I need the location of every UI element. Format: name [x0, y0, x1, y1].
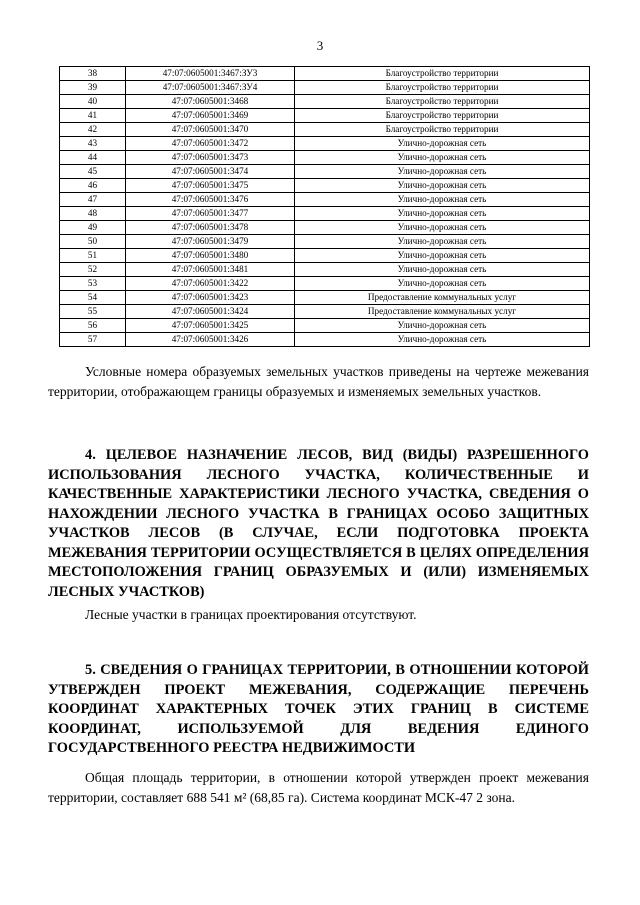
row-number-cell: 47 — [60, 193, 126, 207]
row-number-cell: 43 — [60, 137, 126, 151]
paragraph-area: Общая площадь территории, в отношении которой утвержден проект межевания территории, составляет 688 541 м² (68,85 га). Система координат МСК-47 2 зона. — [48, 770, 589, 805]
table-row — [60, 193, 590, 207]
cadastral-number-cell: 47:07:0605001:3475 — [126, 179, 295, 193]
row-number-cell: 51 — [60, 249, 126, 263]
land-use-cell: Улично-дорожная сеть — [295, 151, 590, 165]
land-use-cell: Улично-дорожная сеть — [295, 179, 590, 193]
table-row — [60, 249, 590, 263]
cadastral-number-cell: 47:07:0605001:3476 — [126, 193, 295, 207]
table-row — [60, 109, 590, 123]
table-row — [60, 81, 590, 95]
row-number-cell: 49 — [60, 221, 126, 235]
cadastral-number-cell: 47:07:0605001:3481 — [126, 263, 295, 277]
section-5-heading: 5. СВЕДЕНИЯ О ГРАНИЦАХ ТЕРРИТОРИИ, В ОТНОШЕНИИ КОТОРОЙ УТВЕРЖДЕН ПРОЕКТ МЕЖЕВАНИЯ, СОДЕРЖАЩИЕ ПЕРЕЧЕНЬ КООРДИНАТ ХАРАКТЕРНЫХ ТОЧЕК ЭТИХ ГРАНИЦ В СИСТЕМЕ КООРДИНАТ, ИСПОЛЬЗУЕМОЙ ДЛЯ ВЕДЕНИЯ ЕДИНОГО ГОСУДАРСТВЕННОГО РЕЕСТРА НЕДВИЖИМОСТИ — [48, 662, 589, 756]
land-use-cell: Благоустройство территории — [295, 123, 590, 137]
cadastral-number-cell: 47:07:0605001:3423 — [126, 291, 295, 305]
cadastral-number-cell: 47:07:0605001:3473 — [126, 151, 295, 165]
cadastral-number-cell: 47:07:0605001:3477 — [126, 207, 295, 221]
table-row — [60, 333, 590, 347]
table-row — [60, 95, 590, 109]
row-number-cell: 54 — [60, 291, 126, 305]
page-number: 3 — [316, 38, 324, 53]
row-number-cell: 53 — [60, 277, 126, 291]
land-use-cell: Улично-дорожная сеть — [295, 165, 590, 179]
table-row — [60, 263, 590, 277]
cadastral-number-cell: 47:07:0605001:3472 — [126, 137, 295, 151]
land-use-cell: Улично-дорожная сеть — [295, 249, 590, 263]
table-row — [60, 151, 590, 165]
cadastral-number-cell: 47:07:0605001:3470 — [126, 123, 295, 137]
cadastral-number-cell: 47:07:0605001:3479 — [126, 235, 295, 249]
row-number-cell: 39 — [60, 81, 126, 95]
land-use-cell: Благоустройство территории — [295, 67, 590, 81]
table-row — [60, 319, 590, 333]
table-row — [60, 221, 590, 235]
land-use-cell: Предоставление коммунальных услуг — [295, 291, 590, 305]
land-use-cell: Улично-дорожная сеть — [295, 277, 590, 291]
table-row — [60, 235, 590, 249]
table-row — [60, 305, 590, 319]
table-row — [60, 123, 590, 137]
row-number-cell: 52 — [60, 263, 126, 277]
land-use-cell: Благоустройство территории — [295, 81, 590, 95]
table-row — [60, 137, 590, 151]
row-number-cell: 42 — [60, 123, 126, 137]
paragraph-forest: Лесные участки в границах проектирования отсутствуют. — [85, 607, 417, 622]
land-use-cell: Улично-дорожная сеть — [295, 207, 590, 221]
cadastral-number-cell: 47:07:0605001:3426 — [126, 333, 295, 347]
table-row — [60, 165, 590, 179]
land-use-cell: Улично-дорожная сеть — [295, 333, 590, 347]
row-number-cell: 40 — [60, 95, 126, 109]
cadastral-number-cell: 47:07:0605001:3480 — [126, 249, 295, 263]
table-row — [60, 207, 590, 221]
cadastral-number-cell: 47:07:0605001:3467:ЗУ3 — [126, 67, 295, 81]
table-row — [60, 179, 590, 193]
cadastral-number-cell: 47:07:0605001:3422 — [126, 277, 295, 291]
cadastral-number-cell: 47:07:0605001:3478 — [126, 221, 295, 235]
row-number-cell: 57 — [60, 333, 126, 347]
row-number-cell: 50 — [60, 235, 126, 249]
cadastral-number-cell: 47:07:0605001:3424 — [126, 305, 295, 319]
land-use-cell: Улично-дорожная сеть — [295, 193, 590, 207]
row-number-cell: 56 — [60, 319, 126, 333]
row-number-cell: 46 — [60, 179, 126, 193]
section-4-heading: 4. ЦЕЛЕВОЕ НАЗНАЧЕНИЕ ЛЕСОВ, ВИД (ВИДЫ) РАЗРЕШЕННОГО ИСПОЛЬЗОВАНИЯ ЛЕСНОГО УЧАСТКА, КОЛИЧЕСТВЕННЫЕ И КАЧЕСТВЕННЫЕ ХАРАКТЕРИСТИКИ ЛЕСНОГО УЧАСТКА, СВЕДЕНИЯ О НАХОЖДЕНИИ ЛЕСНОГО УЧАСТКА В ГРАНИЦАХ ОСОБО ЗАЩИТНЫХ УЧАСТКОВ ЛЕСОВ (В СЛУЧАЕ, ЕСЛИ ПОДГОТОВКА ПРОЕКТА МЕЖЕВАНИЯ ТЕРРИТОРИИ ОСУЩЕСТВЛЯЕТСЯ В ЦЕЛЯХ ОПРЕДЕЛЕНИЯ МЕСТОПОЛОЖЕНИЯ ГРАНИЦ ОБРАЗУЕМЫХ И (ИЛИ) ИЗМЕНЯЕМЫХ ЛЕСНЫХ УЧАСТКОВ) — [48, 447, 589, 600]
land-use-cell: Улично-дорожная сеть — [295, 263, 590, 277]
row-number-cell: 38 — [60, 67, 126, 81]
cadastral-number-cell: 47:07:0605001:3474 — [126, 165, 295, 179]
land-use-cell: Улично-дорожная сеть — [295, 221, 590, 235]
cadastral-number-cell: 47:07:0605001:3425 — [126, 319, 295, 333]
land-use-cell: Улично-дорожная сеть — [295, 137, 590, 151]
row-number-cell: 55 — [60, 305, 126, 319]
row-number-cell: 41 — [60, 109, 126, 123]
cadastral-number-cell: 47:07:0605001:3469 — [126, 109, 295, 123]
paragraph-conditional-numbers: Условные номера образуемых земельных участков приведены на чертеже межевания территории, отображающем границы образуемых и изменяемых земельных участков. — [48, 364, 589, 399]
land-plots-table — [59, 66, 590, 347]
table-row — [60, 277, 590, 291]
land-use-cell: Предоставление коммунальных услуг — [295, 305, 590, 319]
land-use-cell: Благоустройство территории — [295, 95, 590, 109]
row-number-cell: 44 — [60, 151, 126, 165]
land-use-cell: Благоустройство территории — [295, 109, 590, 123]
land-use-cell: Улично-дорожная сеть — [295, 319, 590, 333]
table-row — [60, 291, 590, 305]
table-row — [60, 67, 590, 81]
cadastral-number-cell: 47:07:0605001:3467:ЗУ4 — [126, 81, 295, 95]
row-number-cell: 45 — [60, 165, 126, 179]
land-use-cell: Улично-дорожная сеть — [295, 235, 590, 249]
row-number-cell: 48 — [60, 207, 126, 221]
cadastral-number-cell: 47:07:0605001:3468 — [126, 95, 295, 109]
